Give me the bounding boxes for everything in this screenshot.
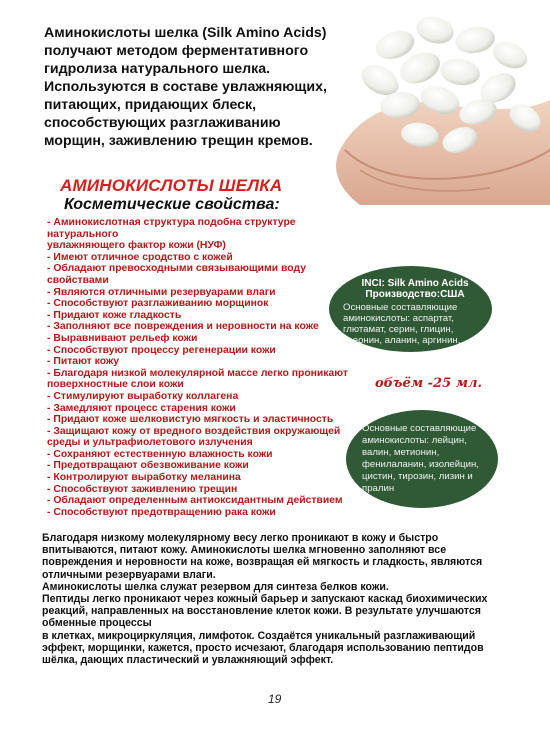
- list-item: среды и ультрафиолетового излучения: [47, 437, 253, 449]
- list-item: - Питают кожу: [47, 356, 120, 368]
- list-item: - Благодаря низкой молекулярной массе легко проникают: [47, 367, 349, 379]
- list-item: - Аминокислотная структура подобна структуре натурального: [47, 217, 296, 240]
- intro-paragraph: Аминокислоты шелка (Silk Amino Acids) получают методом ферментативного гидролиза натурального шелка. Используются в составе увлажняющих, питающих, придающих блеск, способствующих разглаживанию морщин, заживлению трещин кремов.: [44, 25, 327, 149]
- list-item: - Замедляют процесс старения кожи: [47, 402, 236, 414]
- list-item: - Имеют отличное сродство с кожей: [47, 251, 233, 263]
- composition-badge: [346, 410, 498, 508]
- list-item: - Предотвращают обезвоживание кожи: [47, 460, 249, 472]
- composition-text-1: Основные составляющие аминокислоты: аспартат, глютамат, серин, глицин, треонин, аланин, аргинин,: [343, 302, 461, 346]
- properties-list: [47, 217, 369, 518]
- list-item: - Сохраняют естественную влажность кожи: [47, 448, 273, 460]
- inci-info-badge: [329, 266, 492, 352]
- list-item: - Обладают определенным антиоксидантным действием: [47, 495, 343, 507]
- list-item: - Способствуют предотвращению рака кожи: [47, 506, 276, 518]
- description-paragraph: Пептиды легко проникают через кожный барьер и запускают каскад биохимических реакций, направленных на восстановление клеток кожи. В результате улучшаются обменные процессы: [42, 593, 488, 630]
- list-item: - Заполняют все повреждения и неровности на коже: [47, 321, 319, 333]
- list-item: - Контролируют выработку меланина: [47, 472, 241, 484]
- description-block: [42, 532, 512, 666]
- composition-text-2: Основные составляющие аминокислоты: лейцин, валин, метионин, фенилаланин, изолейцин, цистин, тирозин, лизин и пралин: [362, 423, 479, 494]
- list-item: - Способствуют разглаживанию морщинок: [47, 298, 269, 310]
- description-paragraph: Благодаря низкому молекулярному весу легко проникают в кожу и быстро впитываются, питают кожу. Аминокислоты шелка мгновенно заполняют все повреждения и неровности на коже, возвращая ей мягкость и гладкость, являются отличными резервуарами влаги.: [42, 532, 483, 581]
- list-item: - Придают коже шелковистую мягкость и эластичность: [47, 414, 334, 426]
- page-number: 19: [268, 692, 282, 706]
- list-item: - Обладают превосходными связывающими воду свойствами: [47, 263, 306, 286]
- list-item: - Являются отличными резервуарами влаги: [47, 286, 276, 298]
- volume-label: объём -25 мл.: [375, 376, 483, 391]
- production-country: Производство:США: [365, 289, 465, 300]
- inci-name: INCI: Silk Amino Acids: [361, 278, 469, 289]
- list-item: поверхностные слои кожи: [47, 379, 184, 391]
- list-item: - Способствуют процессу регенерации кожи: [47, 344, 276, 356]
- section-subtitle: Косметические свойства:: [64, 196, 280, 213]
- list-item: - Способствуют заживлению трещин: [47, 483, 238, 495]
- list-item: - Придают коже гладкость: [47, 309, 182, 321]
- description-paragraph: Аминокислоты шелка служат резервом для синтеза белков кожи.: [42, 580, 389, 593]
- section-title: АМИНОКИСЛОТЫ ШЕЛКА: [60, 176, 283, 195]
- list-item: - Защищают кожу от вредного воздействия окружающей: [47, 425, 341, 437]
- inci-label: [355, 278, 475, 300]
- list-item: - Стимулируют выработку коллагена: [47, 390, 239, 402]
- description-paragraph: в клетках, микроциркуляция, лимфоток. Создаётся уникальный разглаживающий эффект, морщинки, кажется, просто исчезают, благодаря использованию пептидов шёлка, дающих пластический и увлажняющий эффект.: [42, 629, 484, 667]
- list-item: увлажняющего фактор кожи (НУФ): [47, 240, 226, 252]
- list-item: - Выравнивают рельеф кожи: [47, 332, 198, 344]
